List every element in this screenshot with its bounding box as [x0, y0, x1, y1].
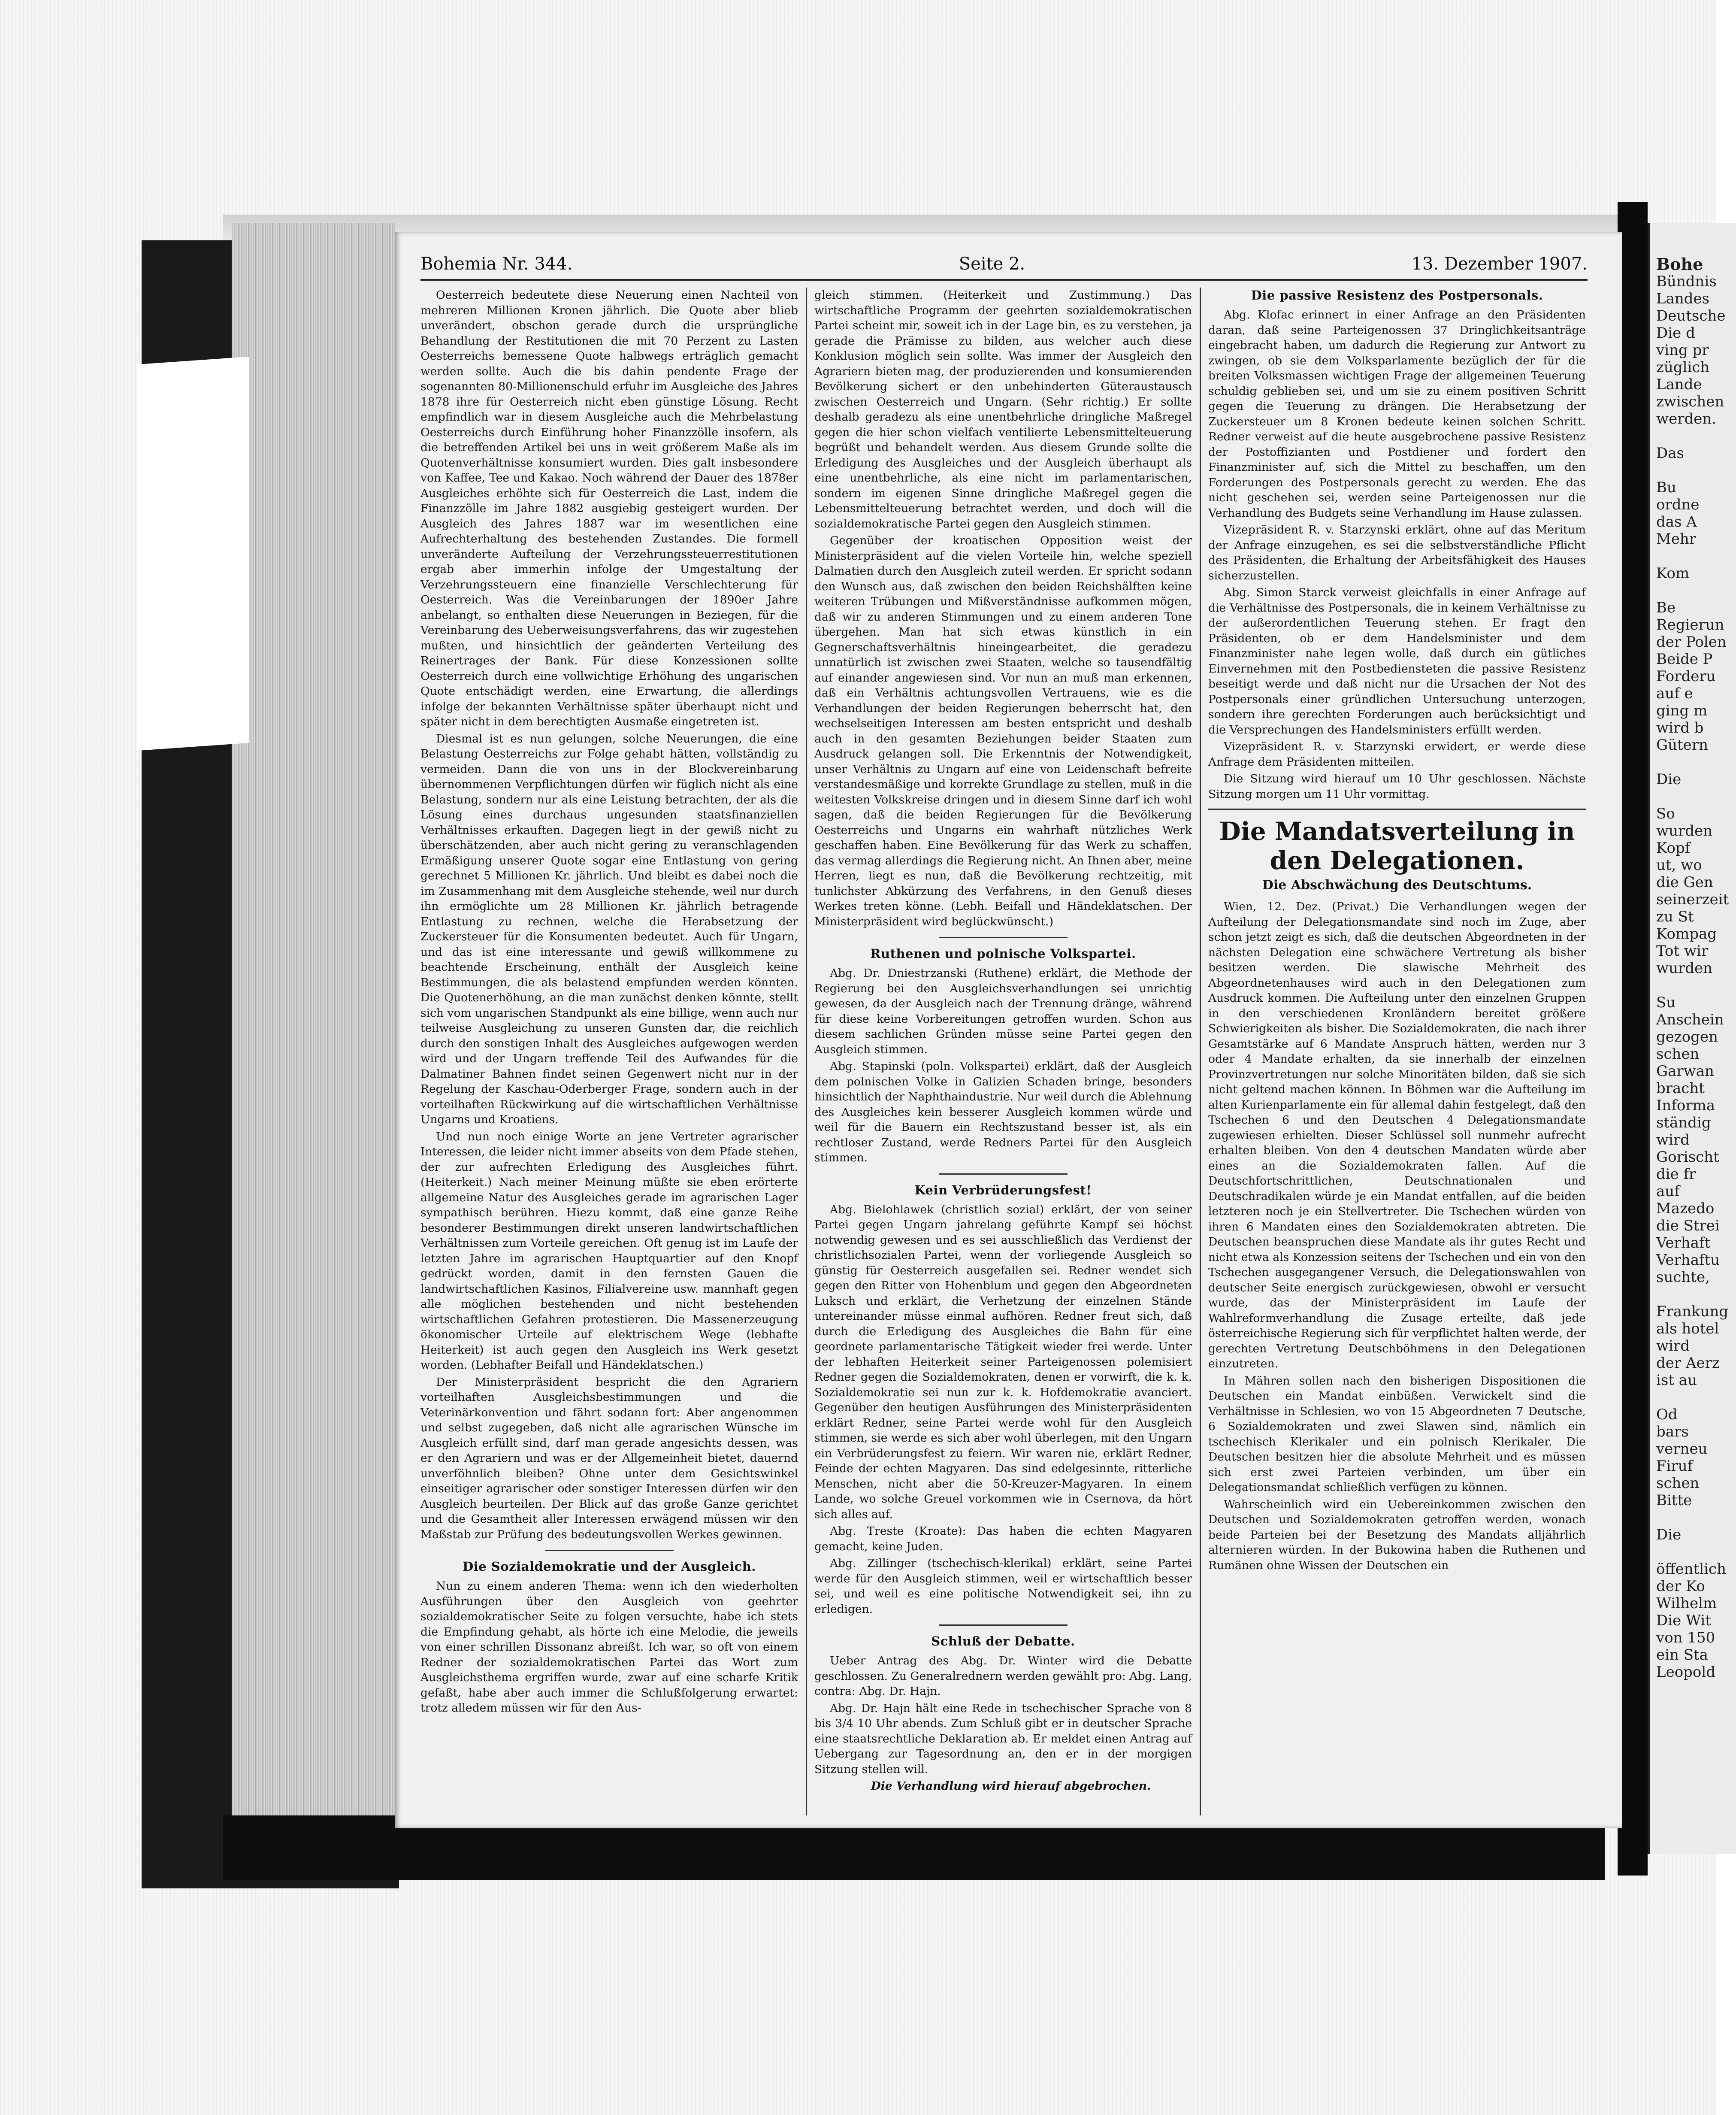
page-masthead	[420, 249, 1588, 281]
article-paragraph: Abg. Zillinger (tschechisch-klerikal) erklärt, seine Partei werde für den Ausgleich stimmen, weil er wirtschaftlich besser sei, und weil es eine politische Notwendigkeit sei, ihn zu erledigen.	[814, 1557, 1192, 1616]
adjacent-page-line: Garwan	[1656, 1063, 1714, 1080]
adjacent-page-line: Kopf	[1656, 839, 1691, 857]
article-paragraph: Abg. Dr. Hajn hält eine Rede in tschechischer Sprache von 8 bis 3/4 10 Uhr abends. Zum Schluß gibt er in deutscher Sprache eine staatsrechtliche Deklaration ab. Er meldet einen Antrag auf Uebergang zur Tagesordnung an, den er in der morgigen Sitzung stellen will.	[814, 1701, 1192, 1776]
adjacent-page-line: Wilhelm	[1656, 1595, 1717, 1612]
adjacent-page-line: bracht	[1656, 1080, 1705, 1097]
adjacent-page-line: zwischen	[1656, 393, 1724, 410]
adjacent-page-line: Frankung	[1656, 1303, 1729, 1320]
adjacent-page-lines	[1650, 273, 1736, 1681]
adjacent-page-line: Tot wir	[1656, 942, 1709, 960]
section-separator	[939, 1173, 1068, 1175]
adjacent-page-line: Lande	[1656, 376, 1702, 393]
adjacent-page-line	[1656, 1286, 1736, 1303]
newspaper-page	[395, 232, 1622, 1828]
adjacent-page-line: Verhaft	[1656, 1234, 1711, 1251]
adjacent-page-line: Die d	[1656, 324, 1695, 342]
adjacent-page-line	[1656, 754, 1736, 771]
article-paragraph: Der Ministerpräsident bespricht die den Agrariern vorteilhaften Ausgleichsbestimmungen und die Veterinärkonvention und fährt sodann fort: Aber angenommen und selbst zugegeben, daß nicht alle agrarischen Wünsche im Ausgleich erfüllt sind, darf man gerade angesichts dessen, was er den Agrariern und was er der Allgemeinheit bietet, dauernd unverföhnlich bleiben? Ohne unter dem Gesichtswinkel einseitiger agrarischer oder sonstiger Interessen dürfen wir den Ausgleich beurteilen. Der Blick auf das große Ganze gerichtet und die Gesamtheit aller Interessen erwägend müssen wir den Maßstab zur Prüfung des bedeutungsvollen Werkes gewinnen.	[420, 1375, 798, 1541]
text-columns	[420, 288, 1588, 1815]
adjacent-page-line: Gütern	[1656, 736, 1708, 754]
adjacent-page-line: der Ko	[1656, 1578, 1705, 1595]
column-2	[814, 288, 1192, 1815]
adjacent-page-line	[1656, 582, 1736, 599]
adjacent-page-line: wurden	[1656, 960, 1713, 977]
adjacent-page-line: Gorischt	[1656, 1148, 1719, 1166]
article-paragraph: gleich stimmen. (Heiterkeit und Zustimmung.) Das wirtschaftliche Programm der geehrten sozialdemokratischen Partei scheint mir, soweit ich in der Lage bin, es zu verstehen, ja gerade die Prämisse zu bilden, aus welcher auch diese Konklusion möglich sein sollte. Was immer der Ausgleich den Agrariern bieten mag, der produzierenden und konsumierenden Bevölkerung sichert er den unbehinderten Güteraustausch zwischen Oesterreich und Ungarn. (Sehr richtig.) Er sollte deshalb geradezu als eine unentbehrliche dringliche Maßregel gegen die hier schon vielfach ventilierte Lebensmittelteuerung begrüßt und behandelt werden. Aus diesem Grunde sollte die Erledigung des Ausgleiches und der Ausgleich überhaupt als eine unentbehrliche, als eine nicht im parlamentarischen, sondern im eigenen Sinne dringliche Maßregel gegen die Lebensmittelteuerung betrachtet werden, und doch will die sozialdemokratische Partei gegen den Ausgleich stimmen.	[814, 288, 1192, 530]
adjacent-page-line	[1656, 548, 1736, 565]
section-separator	[545, 1550, 674, 1551]
adjacent-page-line: Informa	[1656, 1097, 1715, 1114]
section-heading-sozialdemokratie: Die Sozialdemokratie und der Ausgleich.	[463, 1559, 756, 1574]
column-rule	[1200, 288, 1201, 1815]
section-heading-ruthenen: Ruthenen und polnische Volkspartei.	[870, 946, 1136, 961]
adjacent-page-line: ständig	[1656, 1114, 1711, 1131]
adjacent-page-line	[1656, 1543, 1736, 1560]
adjacent-page-line: Kom	[1656, 565, 1690, 582]
adjacent-page-line	[1656, 977, 1736, 994]
adjacent-page-line	[1656, 462, 1736, 479]
adjacent-page-line: schen	[1656, 1045, 1700, 1063]
section-separator	[939, 937, 1068, 938]
column-1	[420, 288, 798, 1815]
adjacent-page-line	[1656, 788, 1736, 805]
adjacent-page-line: schen	[1656, 1475, 1700, 1492]
adjacent-page-line: ordne	[1656, 496, 1700, 513]
adjacent-page-line: ut, wo	[1656, 857, 1702, 874]
article-paragraph: Wien, 12. Dez. (Privat.) Die Verhandlungen wegen der Aufteilung der Delegationsmandate sind noch im Zuge, aber schon jetzt zeigt es sich, daß die deutschen Abgeordneten in der nächsten Delegation eine schwächere Vertretung als bisher besitzen werden. Die slawische Mehrheit des Abgeordnetenhauses wird auch in den Delegationen zum Ausdruck kommen. Die Aufteilung unter den einzelnen Gruppen in den verschiedenen Kronländern bereitet größere Schwierigkeiten als bisher. Die Sozialdemokraten, die nach ihrer Gesamtstärke auf 6 Mandate Anspruch hätten, werden nur 3 oder 4 Mandate erhalten, da sie innerhalb der einzelnen Provinzvertretungen nur solche Minoritäten bilden, daß sie sich nicht geltend machen können. In Böhmen war die Aufteilung im alten Kurienparlamente ein für allemal dahin festgelegt, daß den Tschechen 6 und den Deutschen 4 Delegationsmandate zugewiesen erhielten. Dieser Schlüssel soll nunmehr aufrecht erhalten bleiben. Von den 4 deutschen Mandaten würde aber eines an die Sozialdemokraten fallen. Auf die Deutschfortschrittlichen, Deutschnationalen und Deutschradikalen würde je ein Mandat entfallen, auf die beiden letzteren noch je ein Stellvertreter. Die Tschechen würden von ihren 6 Mandaten eines den Sozialdemokraten abtreten. Die Deutschen beanspruchen diese Mandate als ihr gutes Recht und nicht etwa als Konzession seitens der Tschechen und ein von den Tschechen ausgegangener Versuch, die Delegationswahlen von deutscher Seite energisch zurückgewiesen, obwohl er versucht wurde, das der Ministerpräsident im Laufe der Wahlreformverhandlung die Zusage erteilte, daß jede österreichische Regierung sich für verpflichtet halten werde, der gerechten Vertretung Deutschböhmens in den Delegationen einzutreten.	[1208, 900, 1586, 1370]
adjacent-page-line: auf e	[1656, 685, 1693, 702]
adjacent-page-line: wird	[1656, 1337, 1690, 1354]
section-heading-passive-resistenz: Die passive Resistenz des Postpersonals.	[1251, 288, 1543, 303]
adjacent-page-line: als hotel	[1656, 1320, 1719, 1337]
adjacent-page-line: die Gen	[1656, 874, 1713, 891]
adjacent-page-line: wurden	[1656, 822, 1713, 839]
article-paragraph: Abg. Bielohlawek (christlich sozial) erklärt, der von seiner Partei gegen Ungarn jahrelang geführte Kampf sei höchst notwendig gewesen und es sei ausschließlich das Verdienst der christlichsozialen Partei, wenn der vorliegende Ausgleich so günstig für Oesterreich ausgefallen sei. Redner wendet sich gegen den Ritter von Hohenblum und gegen den Abgeordneten Luksch und erklärt, die Verhetzung der einzelnen Stände untereinander müsse einmal aufhören. Redner freut sich, daß durch die Erledigung des Ausgleiches die Bahn für eine geordnete parlamentarische Tätigkeit wieder frei werde. Unter der lebhaften Heiterkeit seiner Parteigenossen polemisiert Redner gegen die Sozialdemokraten, denen er vorwirft, die k. k. Sozialdemokratie sei nun zur k. k. Hofdemokratie avanciert. Gegenüber den heutigen Ausführungen des Ministerpräsidenten erklärt Redner, seine Partei werde wohl für den Ausgleich stimmen, sie werde es sich aber wohl überlegen, mit den Ungarn ein Verbrüderungsfest zu feiern. Wir waren nie, erklärt Redner, Feinde der echten Magyaren. Das sind edelgesinnte, ritterliche Menschen, nicht aber die 50-Kreuzer-Magyaren. In einem Lande, wo solche Greuel vorkommen wie in Csernova, da hört sich alles auf.	[814, 1203, 1192, 1521]
adjacent-page-line: die fr	[1656, 1166, 1696, 1183]
article-paragraph: In Mähren sollen nach den bisherigen Dispositionen die Deutschen ein Mandat einbüßen. Verwickelt sind die Verhältnisse in Schlesien, wo von 15 Abgeordneten 7 Deutsche, 6 Sozialdemokraten und zwei Slawen sind, nämlich ein tschechisch Klerikaler und ein polnisch Klerikaler. Die Deutschen besitzen hier die absolute Mehrheit und es müssen sich erst zwei Parteien verbinden, um über ein Delegationsmandat schließlich verfügen zu können.	[1208, 1374, 1586, 1494]
adjacent-page-line: die Strei	[1656, 1217, 1720, 1234]
adjacent-page-line: Bündnis	[1656, 273, 1717, 290]
adjacent-page-line: Deutsche	[1656, 307, 1726, 324]
adjacent-page-line: Regierun	[1656, 616, 1724, 633]
adjacent-page-line: Mazedo	[1656, 1200, 1715, 1217]
adjacent-page-line: seinerzeit	[1656, 891, 1729, 908]
article-paragraph: Und nun noch einige Worte an jene Vertreter agrarischer Interessen, die leider nicht immer abseits von dem Pfade stehen, der zur aufrechten Erledigung des Ausgleiches führt. (Heiterkeit.) Nach meiner Meinung müßte sie eben erörterte allgemeine Natur des Ausgleiches gerade im agrarischen Lager sympathisch berühren. Hiezu kommt, daß eine ganze Reihe besonderer Bestimmungen direkt unseren landwirtschaftlichen Verhältnissen zum Vorteile gereichen. Oft genug ist im Laufe der letzten Jahre im agrarischen Hauptquartier auf den Knopf gedrückt worden, damit in den fernsten Gauen die landwirtschaftlichen Kasinos, Filialvereine usw. mannhaft gegen alle möglichen bestehenden und nicht bestehenden wirtschaftlichen Gefahren protestieren. Die Massenerzeugung ökonomischer Urteile auf elektrischem Wege (lebhafte Heiterkeit) ist auch gegen den Ausgleich ins Werk gesetzt worden. (Lebhafter Beifall und Händeklatschen.)	[420, 1130, 798, 1372]
article-subheadline: Die Abschwächung des Deutschtums.	[1262, 878, 1532, 893]
adjacent-page-line	[1656, 1509, 1736, 1526]
masthead-page-number: Seite 2.	[959, 254, 1025, 274]
adjacent-page-line: Be	[1656, 599, 1676, 616]
article-paragraph: Abg. Treste (Kroate): Das haben die echten Magyaren gemacht, keine Juden.	[814, 1524, 1192, 1553]
section-heading-verbruederungsfest: Kein Verbrüderungsfest!	[914, 1182, 1092, 1197]
adjacent-page-line: Kompag	[1656, 925, 1717, 942]
adjacent-page-line: Leopold	[1656, 1664, 1716, 1681]
article-paragraph: Abg. Dr. Dniestrzanski (Ruthene) erklärt, die Methode der Regierung bei den Ausgleichsverhandlungen sei unrichtig gewesen, da der Ausgleich nach der Trennung dränge, während für diese keine Vorbereitungen getroffen wurden. Schon aus diesem sachlichen Gründen müsse seine Partei gegen den Ausgleich stimmen.	[814, 967, 1192, 1056]
adjacent-page-line: Die	[1656, 771, 1682, 788]
adjacent-page-line: gezogen	[1656, 1028, 1718, 1045]
article-paragraph: Gegenüber der kroatischen Opposition weist der Ministerpräsident auf die vielen Vorteile hin, welche speziell Dalmatien durch den Ausgleich zuteil werden. Er spricht sodann den Wunsch aus, daß zwischen den beiden Reichshälften keine weiteren Trübungen und Mißverständnisse aufkommen mögen, daß wir zu anderen Stimmungen und zu einem anderen Tone übergehen. Man hat sich etwas künstlich in ein Gegnerschaftsverhältnis hineingearbeitet, die geradezu unnatürlich ist zwischen zwei Staaten, welche so tausendfältig auf einander angewiesen sind. Vor nun an muß man erkennen, daß ein Verhältnis achtungsvollen Vertrauens, wie es die Verhandlungen der beiden Regierungen beherrscht hat, den wechselseitigen Interessen am besten entspricht und deshalb auch in den gesamten Beziehungen beider Staaten zum Ausdruck gelangen soll. Die Erkenntnis der Notwendigkeit, unser Verhältnis zu Ungarn auf eine von Leidenschaft befreite verstandesmäßige und korrekte Grundlage zu stellen, muß in die weitesten Volkskreise dringen und in diesem Sinne darf ich wohl sagen, daß die beiden Regierungen für die Bevölkerung Oesterreichs und Ungarns ein wahrhaft nützliches Werk geschaffen haben. Eine Bevölkerung für das Werk zu schaffen, das vermag allerdings die Regierung nicht. An Ihnen aber, meine Herren, liegt es nun, daß die Bevölkerung rechtzeitig, mit tunlichster Abkürzung des Verfahrens, in den Genuß dieses Werkes treten könne. (Lebh. Beifall und Händeklatschen. Der Ministerpräsident wird beglückwünscht.)	[814, 534, 1192, 928]
adjacent-page-line: auf	[1656, 1183, 1680, 1200]
book-gutter	[1618, 202, 1648, 1876]
inserted-paper-slip	[137, 357, 249, 751]
adjacent-page-line: Anschein	[1656, 1011, 1724, 1028]
adjacent-page-header: Bohe	[1656, 255, 1703, 274]
adjacent-page-line: züglich	[1656, 359, 1710, 376]
adjacent-page-line: Su	[1656, 994, 1676, 1011]
adjacent-page-line: Beide P	[1656, 651, 1713, 668]
adjacent-page-line: zu St	[1656, 908, 1694, 925]
article-separator	[1208, 809, 1586, 810]
adjacent-page-line: ging m	[1656, 702, 1708, 719]
article-paragraph: Nun zu einem anderen Thema: wenn ich den wiederholten Ausführungen über den Ausgleich von geehrter sozialdemokratischer Seite zu folgen versuchte, habe ich stets die Empfindung gehabt, als hörte ich eine Melodie, die jeweils von einer schrillen Dissonanz abreißt. Ich war, so oft von einem Redner der sozialdemokratischen Partei das Wort zum Ausgleichsthema ergriffen wurde, zwar auf eine scharfe Kritik gefaßt, habe aber auch immer die Schlußfolgerung erwartet: trotz alledem müssen wir für den Aus-	[420, 1579, 798, 1715]
book-page-edges	[232, 223, 395, 1845]
adjacent-page-line: Bitte	[1656, 1492, 1692, 1509]
article-paragraph: Abg. Klofac erinnert in einer Anfrage an den Präsidenten daran, daß seine Parteigenossen 37 Dringlichkeitsanträge eingebracht haben, um dadurch die Regierung zur Antwort zu zwingen, ob sie dem Volksparlamente bezüglich der für die breiten Volksmassen wichtigen Frage der allgemeinen Teuerung schuldig geblieben sei, und um sie zu einem positiven Schritt gegen die Teuerung zu drängen. Die Herabsetzung der Zuckersteuer um 8 Kronen bedeute keinen solchen Schritt. Redner verweist auf die heute ausgebrochene passive Resistenz der Postoffizianten und Postdiener und fordert den Finanzminister auf, sich die Mittel zu beschaffen, um den Forderungen des Postpersonals gerecht zu werden. Ehe das nicht geschehen sei, werden seine Parteigenossen nur die Verhandlung des Budgets seine Verhandlung im Hause zulassen.	[1208, 308, 1586, 520]
adjacent-page-line: von 150	[1656, 1629, 1715, 1646]
adjacent-page-line: Forderu	[1656, 668, 1716, 685]
adjacent-page-line	[1656, 1389, 1736, 1406]
article-paragraph: Vizepräsident R. v. Starzynski erwidert, er werde diese Anfrage dem Präsidenten mitteilen.	[1208, 740, 1586, 769]
adjacent-page-fragment	[1648, 223, 1736, 1854]
adjacent-page-line: Od	[1656, 1406, 1678, 1423]
adjacent-page-line: suchte,	[1656, 1269, 1710, 1286]
adjacent-page-line: Die	[1656, 1526, 1682, 1543]
adjacent-page-line: ist au	[1656, 1372, 1697, 1389]
section-heading-schluss: Schluß der Debatte.	[931, 1634, 1075, 1648]
article-paragraph: Ueber Antrag des Abg. Dr. Winter wird die Debatte geschlossen. Zu Generalrednern werden gewählt pro: Abg. Lang, contra: Abg. Dr. Hajn.	[814, 1654, 1192, 1698]
adjacent-page-line: wird	[1656, 1131, 1690, 1148]
adjacent-page-line: ein Sta	[1656, 1646, 1708, 1664]
article-paragraph: Abg. Stapinski (poln. Volkspartei) erklärt, daß der Ausgleich dem polnischen Volke in Galizien Schaden bringe, besonders hinsichtlich der Naphthaindustrie. Nur weil durch die Ablehnung des Ausgleiches kein besserer Ausgleich kommen würde und weil für die Bauern ein Rechtszustand besser ist, als ein rechtloser Zustand, werde Redners Partei für den Ausgleich stimmen.	[814, 1060, 1192, 1164]
masthead-date: 13. Dezember 1907.	[1411, 254, 1588, 274]
adjacent-page-line: der Aerz	[1656, 1354, 1720, 1372]
adjacent-page-line: bars	[1656, 1423, 1689, 1440]
adjacent-page-line: wird b	[1656, 719, 1704, 736]
adjacent-page-line	[1656, 427, 1736, 445]
adjacent-page-line: Landes	[1656, 290, 1710, 307]
article-paragraph: Diesmal ist es nun gelungen, solche Neuerungen, die eine Belastung Oesterreichs zur Folge gehabt hätten, vollständig zu vermeiden. Dann die von uns in der Blockvereinbarung übernommenen Verpflichtungen dürfen wir füglich nicht als eine Belastung, sondern nur als eine Leistung betrachten, der als die Lösung eines durchaus ungesunden staatsfinanziellen Verhältnisses erkauften. Dagegen liegt in der gewiß nicht zu überschätzenden, aber auch nicht gering zu veranschlagenden Ermäßigung unserer Quote sogar eine Entlastung von gering gerechnet 5 Millionen Kr. jährlich. Und bleibt es dabei noch die im Zusammenhang mit dem Ausgleiche stehende, weil nur durch ihn ermöglichte um 28 Millionen Kr. jährlich betragende Entlastung zu rechnen, welche die Herabsetzung der Zuckersteuer für die Konsumenten bedeutet. Auch für Ungarn, und das ist eine interessante und gewiß willkommene zu beachtende Erscheinung, enthält der Ausgleich keine Bestimmungen, die als belastend empfunden werden könnten. Die Quotenerhöhung, an die man zunächst denken könnte, stellt sich vom ungarischen Standpunkt als eine billige, wenn auch nur teilweise Ausgleichung zu unseren Gunsten dar, die reichlich durch den sonstigen Inhalt des Ausgleiches aufgewogen werden wird und der Ungarn treffende Teil des Aufwandes für die Dalmatiner Bahnen findet seinen Gegenwert nicht nur in der Regelung der Kaschau-Oderberger Frage, sondern auch in der vorteilhaften Rückwirkung auf die wirtschaftlichen Verhältnisse Ungarns und Kroatiens.	[420, 732, 798, 1126]
adjacent-page-line: das A	[1656, 513, 1697, 530]
adjacent-page-line: Firuf	[1656, 1457, 1693, 1475]
adjacent-page-line: So	[1656, 805, 1675, 822]
adjacent-page-line: Mehr	[1656, 530, 1697, 548]
adjacent-page-line: Verhaftu	[1656, 1251, 1720, 1269]
adjacent-page-line: der Polen	[1656, 633, 1727, 651]
article-paragraph: Abg. Simon Starck verweist gleichfalls in einer Anfrage auf die Verhältnisse des Postpersonals, die in keinem Verhältnisse zu der außerordentlichen Teuerung stehen. Er fragt den Präsidenten, ob er dem Handelsminister und dem Finanzminister nahe legen wolle, daß durch ein gütliches Einvernehmen mit den Postbediensteten die passive Resistenz beseitigt werde und daß nicht nur die Ursachen der Not des Postpersonals einer gründlichen Untersuchung unterzogen, sondern ihre gerechten Forderungen auch berücksichtigt und die Versprechungen des Handelsministers erfüllt werden.	[1208, 586, 1586, 736]
adjacent-page-line: werden.	[1656, 410, 1717, 427]
article-paragraph: Die Sitzung wird hierauf um 10 Uhr geschlossen. Nächste Sitzung morgen um 11 Uhr vormittag.	[1208, 772, 1586, 801]
adjacent-page-line: Bu	[1656, 479, 1676, 496]
adjacent-page-line: ving pr	[1656, 342, 1709, 359]
column-3	[1208, 288, 1586, 1815]
adjacent-page-line: Die Wit	[1656, 1612, 1711, 1629]
adjacent-page-line: öffentlich	[1656, 1560, 1726, 1578]
closing-line: Die Verhandlung wird hierauf abgebrochen.	[871, 1779, 1151, 1793]
section-separator	[939, 1624, 1068, 1626]
article-paragraph: Oesterreich bedeutete diese Neuerung einen Nachteil von mehreren Millionen Kronen jährlich. Die Quote aber blieb unverändert, obschon gerade durch die ursprüngliche Behandlung der Restitutionen die mit 70 Perzent zu Lasten Oesterreichs bemessene Quote halbwegs erträglich gemacht werden sollte. Auch die bis dahin pendente Frage der sogenannten 80-Millionenschuld erfuhr im Ausgleiche des Jahres 1878 ihre für Oesterreich nicht eben günstige Lösung. Recht empfindlich war in diesem Ausgleiche auch die Mehrbelastung Oesterreichs durch Einführung hoher Finanzzölle insofern, als die betreffenden Artikel bei uns in weit größerem Maße als im Quotenverhältnisse konsumiert wurden. Dies galt insbesondere von Kaffee, Tee und Kakao. Noch während der Dauer des 1878er Ausgleiches erhöhte sich für Oesterreich die Last, indem die Finanzzölle im Jahre 1882 ausgiebig gesteigert wurden. Der Ausgleich des Jahres 1887 war im wesentlichen eine Aufrechterhaltung des bestehenden Zustandes. Die formell unveränderte Aufteilung der Verzehrungssteuerrestitutionen ergab aber immerhin infolge der Umgestaltung der Verzehrungssteuern eine finanzielle Verschlechterung für Oesterreich. Was die Vereinbarungen der 1890er Jahre anbelangt, so enthalten diese Neuerungen in Beziegen, für die Vereinbarung des Ueberweisungsverfahrens, das wir zugestehen mußten, und hinsichtlich der geänderten Verteilung des Reinertrages der Bank. Für diese Konzessionen sollte Oesterreich durch eine vollwichtige Erhöhung des ungarischen Quote entschädigt werden, eine Erwartung, die allerdings infolge der bekannten Verhältnisse später überhaupt nicht und später nicht in dem berechtigten Ausmaße eingetreten ist.	[420, 288, 798, 728]
column-rule	[806, 288, 807, 1815]
article-paragraph: Vizepräsident R. v. Starzynski erklärt, ohne auf das Meritum der Anfrage einzugehen, es sei die selbstverständliche Pflicht des Präsidenten, die Erhaltung der Arbeitsfähigkeit des Hauses sicherzustellen.	[1208, 523, 1586, 582]
article-headline-mandatsverteilung: Die Mandatsverteilung in den Delegationen.	[1219, 817, 1575, 875]
masthead-title: Bohemia Nr. 344.	[420, 254, 573, 274]
article-paragraph: Wahrscheinlich wird ein Uebereinkommen zwischen den Deutschen und Sozialdemokraten getroffen werden, wonach beide Parteien bei der Besetzung des Mandats alljährlich alternieren würden. In der Bukowina haben die Ruthenen und Rumänen ohne Wissen der Deutschen ein	[1208, 1497, 1586, 1572]
adjacent-page-line: verneu	[1656, 1440, 1708, 1457]
adjacent-page-line: Das	[1656, 445, 1684, 462]
